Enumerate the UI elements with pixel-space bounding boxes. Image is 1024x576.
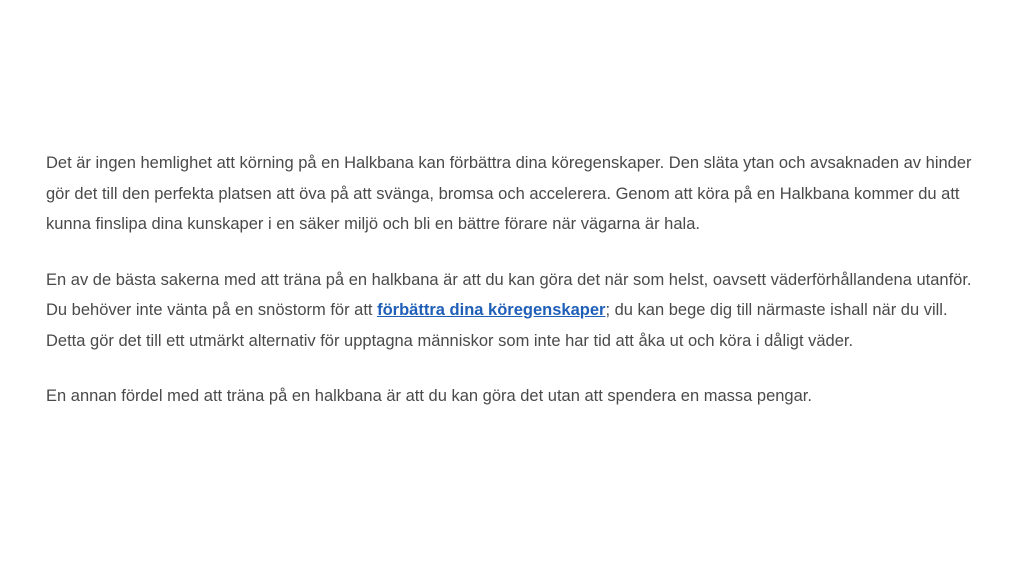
improve-driving-skills-link[interactable]: förbättra dina köregenskaper bbox=[377, 301, 606, 319]
article-body bbox=[46, 148, 986, 437]
paragraph-1: Det är ingen hemlighet att körning på en Halkbana kan förbättra dina köregenskaper. Den släta ytan och avsaknaden av hinder gör det till den perfekta platsen att öva på att svänga, bromsa och accelerera. Genom att köra på en Halkbana kommer du att kunna finslipa dina kunskaper i en säker miljö och bli en bättre förare när vägarna är hala. bbox=[46, 154, 972, 233]
paragraph-2-text-after-link: ; du kan bege dig till närmaste ishall när du vill. Detta gör det till ett utmärkt alternativ för upptagna människor som inte har tid att åka ut och köra i dåligt väder. bbox=[46, 301, 948, 350]
paragraph-3: En annan fördel med att träna på en halkbana är att du kan göra det utan att spendera en massa pengar. bbox=[46, 387, 812, 405]
paragraph-2-text-before-link: En av de bästa sakerna med att träna på en halkbana är att du kan göra det när som helst, oavsett väderförhållandena utanför. Du behöver inte vänta på en snöstorm för att bbox=[46, 270, 972, 319]
paragraph-2 bbox=[46, 265, 986, 357]
